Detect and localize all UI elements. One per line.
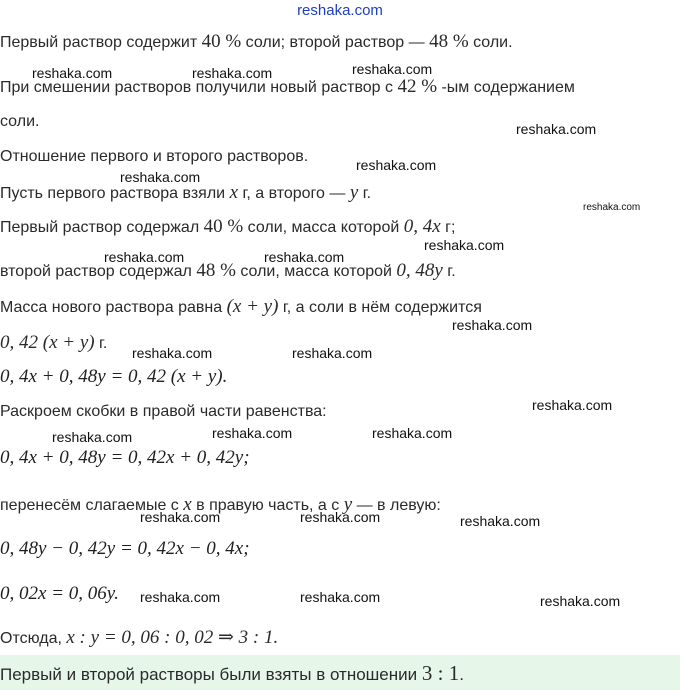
watermark: reshaka.com bbox=[104, 249, 185, 265]
watermark: reshaka.com bbox=[532, 397, 613, 413]
watermark: reshaka.com bbox=[120, 169, 201, 185]
watermark: reshaka.com bbox=[516, 121, 597, 137]
equation-2: 0, 4x + 0, 48y = 0, 42x + 0, 42y; bbox=[0, 447, 250, 468]
watermark: reshaka.com bbox=[352, 61, 433, 77]
watermark: reshaka.com bbox=[292, 345, 373, 361]
watermark: reshaka.com bbox=[452, 317, 533, 333]
watermark: reshaka.com bbox=[264, 249, 345, 265]
equation-3: 0, 48y − 0, 42y = 0, 42x − 0, 4x; bbox=[0, 538, 250, 559]
text-line-8: Масса нового раствора равна (x + y) г, а соли в нём содержится bbox=[0, 296, 482, 317]
site-title[interactable]: reshaka.com bbox=[297, 2, 383, 19]
answer-box bbox=[0, 655, 680, 690]
watermark: reshaka.com bbox=[424, 237, 505, 253]
text-line-1: Первый раствор содержит 40 % соли; второй раствор — 48 % соли. bbox=[0, 31, 513, 52]
watermark: reshaka.com bbox=[372, 425, 453, 441]
text-line-5: Пусть первого раствора взяли x г, а второго — y г. bbox=[0, 182, 372, 203]
text-line-7: второй раствор содержал 48 % соли, масса которой 0, 48y г. bbox=[0, 260, 456, 281]
text-line-4: Отношение первого и второго растворов. bbox=[0, 148, 309, 165]
text-line-13: перенесём слагаемые с x в правую часть, а с y — в левую: bbox=[0, 494, 441, 515]
watermark: reshaka.com bbox=[32, 65, 113, 81]
watermark: reshaka.com bbox=[212, 425, 293, 441]
watermark: reshaka.com bbox=[300, 589, 381, 605]
watermark: reshaka.com bbox=[52, 429, 133, 445]
watermark: reshaka.com bbox=[140, 509, 221, 525]
equation-1: 0, 4x + 0, 48y = 0, 42 (x + y). bbox=[0, 366, 228, 387]
answer-text: Первый и второй растворы были взяты в отношении 3 : 1. bbox=[0, 661, 464, 685]
text-line-9: 0, 42 (x + y) г. bbox=[0, 332, 108, 353]
watermark: reshaka.com bbox=[132, 345, 213, 361]
watermark: reshaka.com bbox=[192, 65, 273, 81]
watermark: reshaka.com bbox=[140, 589, 221, 605]
text-line-16: Отсюда, x : y = 0, 06 : 0, 02 ⇒ 3 : 1. bbox=[0, 627, 279, 648]
text-line-3: соли. bbox=[0, 113, 40, 130]
watermark: reshaka.com bbox=[356, 157, 437, 173]
watermark: reshaka.com bbox=[460, 513, 541, 529]
equation-4: 0, 02x = 0, 06y. bbox=[0, 583, 119, 604]
watermark: reshaka.com bbox=[300, 509, 381, 525]
text-line-2: При смешении растворов получили новый раствор с 42 % -ым содержанием bbox=[0, 76, 575, 97]
watermark: reshaka.com bbox=[540, 593, 621, 609]
watermark: reshaka.com bbox=[583, 202, 641, 213]
text-line-6: Первый раствор содержал 40 % соли, масса которой 0, 4x г; bbox=[0, 216, 456, 237]
text-line-11: Раскроем скобки в правой части равенства: bbox=[0, 403, 327, 420]
